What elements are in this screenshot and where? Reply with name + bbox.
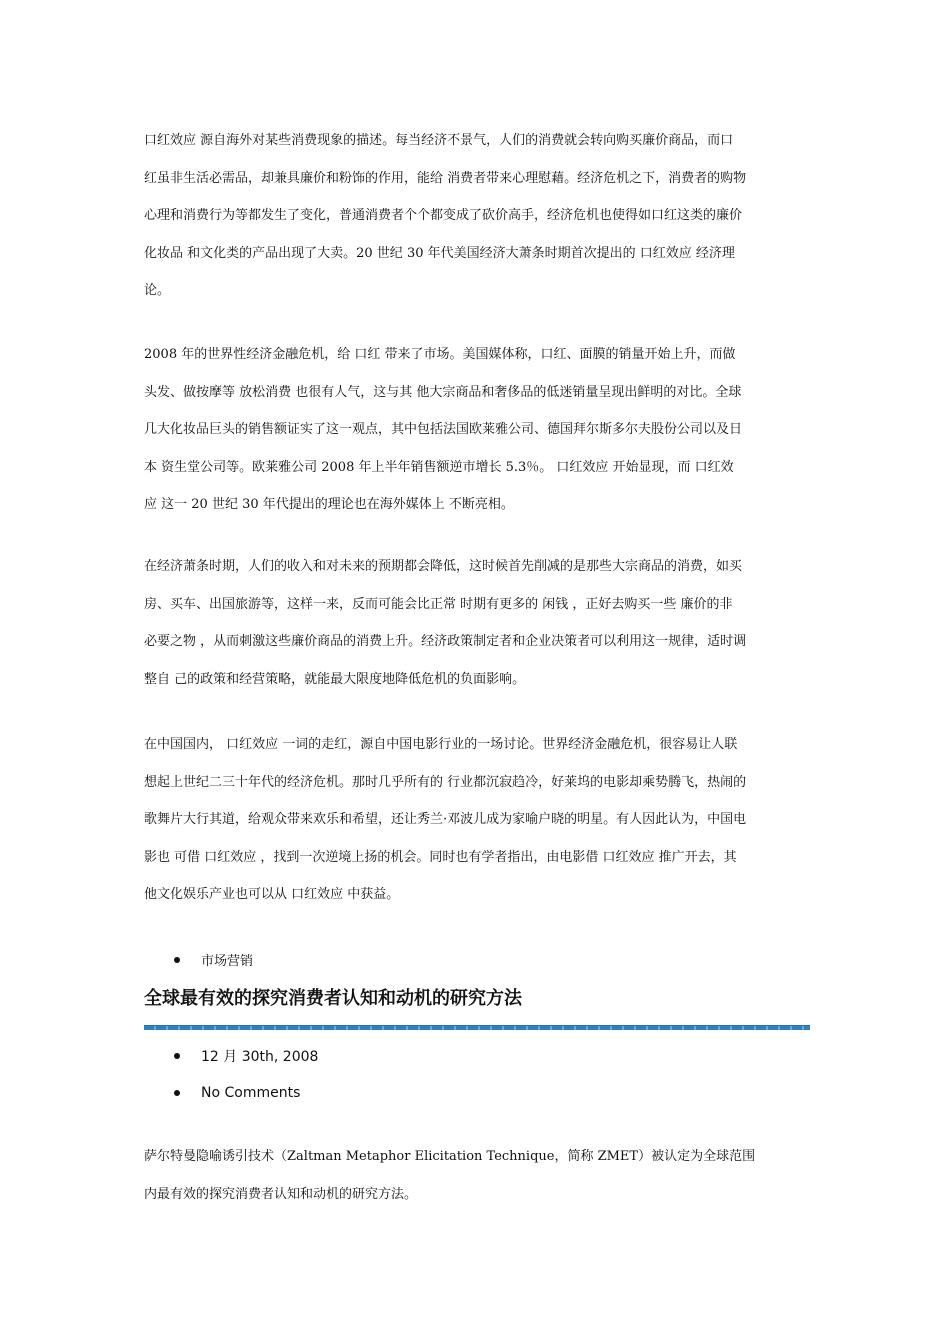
text-line: 论。 — [144, 283, 171, 298]
comments-link[interactable]: No Comments — [201, 1085, 301, 1101]
text-line: 他文化娱乐产业也可以从 口红效应 中获益。 — [144, 887, 400, 902]
bullet-icon — [174, 957, 180, 963]
text-line: 歌舞片大行其道，给观众带来欢乐和希望，还让秀兰·邓波儿成为家喻户晓的明星。有人因此认为，中国电 — [144, 812, 747, 827]
text-line: 化妆品 和文化类的产品出现了大卖。20 世纪 30 年代美国经济大萧条时期首次提出的 口红效应 经济理 — [144, 245, 735, 261]
bullet-icon — [174, 1090, 180, 1096]
paragraph-recession-spending — [144, 548, 808, 698]
post-body — [144, 1138, 808, 1213]
category-link[interactable]: 市场营销 — [201, 954, 254, 969]
text-line: 应 这一 20 世纪 30 年代提出的理论也在海外媒体上 不断亮相。 — [144, 497, 514, 512]
text-line: 在经济萧条时期，人们的收入和对未来的预期都会降低，这时候首先削减的是那些大宗商品的消费，如买 — [144, 559, 743, 574]
text-line: 影也 可借 口红效应 ，找到一次逆境上扬的机会。同时也有学者指出，由电影借 口红效应 推广开去，其 — [144, 849, 737, 865]
text-line: 口红效应 源自海外对某些消费现象的描述。每当经济不景气，人们的消费就会转向购买廉价商品，而口 — [144, 133, 734, 148]
paragraph-china-film — [144, 726, 808, 914]
post-title[interactable]: 全球最有效的探究消费者认知和动机的研究方法 — [144, 988, 522, 1009]
paragraph-lipstick-effect-origin — [144, 122, 808, 310]
post-date: 12 月 30th, 2008 — [201, 1049, 319, 1065]
text-line: 整自 己的政策和经营策略，就能最大限度地降低危机的负面影响。 — [144, 671, 526, 687]
text-line: 2008 年的世界性经济金融危机，给 口红 带来了市场。美国媒体称，口红、面膜的销量开始上升，而做 — [144, 347, 736, 362]
post-date-item — [174, 1046, 318, 1066]
text-line: 内最有效的探究消费者认知和动机的研究方法。 — [144, 1186, 418, 1202]
text-line: 在中国国内， 口红效应 一词的走红，源自中国电影行业的一场讨论。世界经济金融危机，很容易让人联 — [144, 737, 738, 752]
text-line: 本 资生堂公司等。欧莱雅公司 2008 年上半年销售额逆市增长 5.3％。 口红效应 开始显现，而 口红效 — [144, 459, 734, 475]
post-comments-item — [174, 1085, 300, 1101]
text-line: 必要之物 ，从而刺激这些廉价商品的消费上升。经济政策制定者和企业决策者可以利用这一规律，适时调 — [144, 634, 747, 649]
text-line: 红虽非生活必需品，却兼具廉价和粉饰的作用，能给 消费者带来心理慰藉。经济危机之下，消费者的购物 — [144, 170, 747, 186]
text-line: 几大化妆品巨头的销售额证实了这一观点，其中包括法国欧莱雅公司、德国拜尔斯多尔夫股份公司以及日 — [144, 422, 743, 437]
title-divider — [144, 1025, 810, 1030]
text-line: 萨尔特曼隐喻诱引技术（Zaltman Metaphor Elicitation Technique，简称 ZMET）被认定为全球范围 — [144, 1149, 756, 1164]
text-line: 头发、做按摩等 放松消费 也很有人气，这与其 他大宗商品和奢侈品的低迷销量呈现出鲜明的对比。全球 — [144, 384, 742, 400]
category-list-item — [174, 950, 253, 969]
text-line: 想起上世纪二三十年代的经济危机。那时几乎所有的 行业都沉寂趋冷，好莱坞的电影却乘势腾飞，热闹的 — [144, 774, 747, 790]
text-line: 心理和消费行为等都发生了变化，普通消费者个个都变成了砍价高手，经济危机也使得如口红这类的廉价 — [144, 208, 743, 223]
paragraph-2008-crisis — [144, 336, 808, 524]
text-line: 房、买车、出国旅游等，这样一来，反而可能会比正常 时期有更多的 闲钱 ，正好去购买一些 廉价的非 — [144, 596, 733, 612]
bullet-icon — [174, 1053, 180, 1059]
